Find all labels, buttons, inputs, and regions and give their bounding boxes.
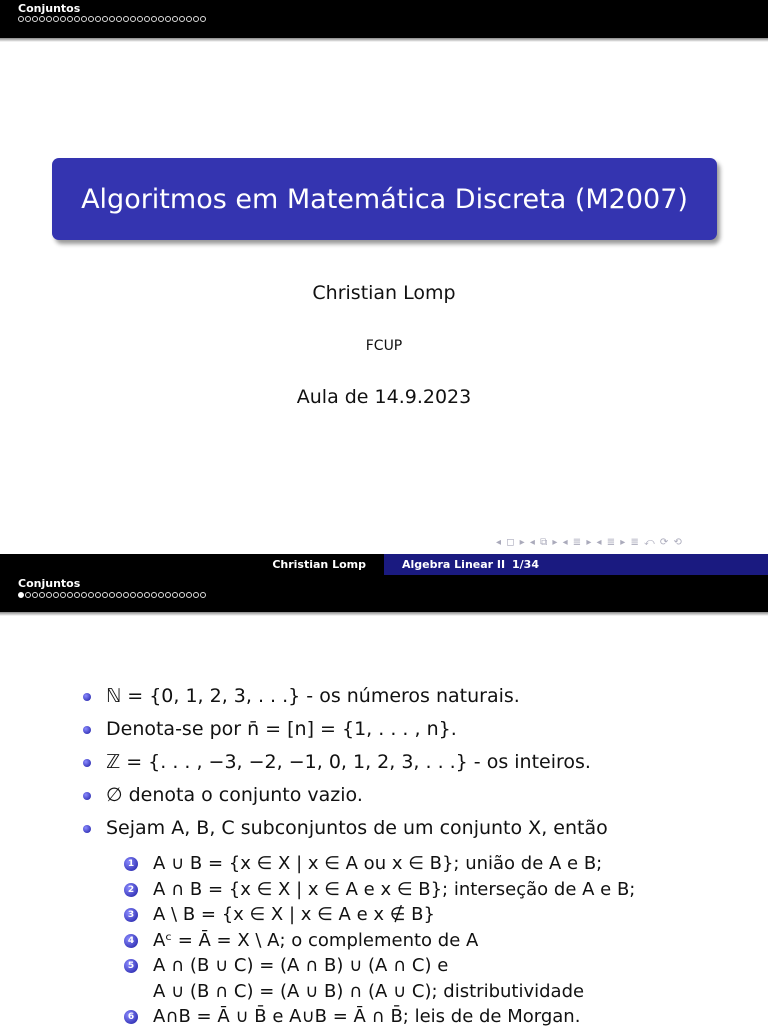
slide-dot[interactable] [116, 16, 122, 22]
slide-dot[interactable] [123, 16, 129, 22]
bullet-list [83, 684, 608, 849]
slide-dot[interactable] [123, 592, 129, 598]
slide-dot[interactable] [88, 592, 94, 598]
slide-dot[interactable] [95, 16, 101, 22]
item-text: A \ B = {x ∈ X | x ∈ A e x ∉ B} [153, 904, 435, 925]
numbered-item [124, 902, 635, 928]
item-text: A∩B = Ā ∪ B̄ e A∪B = Ā ∩ B̄; leis de de Morgan. [153, 1006, 580, 1027]
slide-dot[interactable] [67, 592, 73, 598]
slide-dot[interactable] [151, 592, 157, 598]
bullet-item: ℤ = {. . . , −3, −2, −1, 0, 1, 2, 3, . . .} - os inteiros. [83, 750, 608, 783]
slide-dot[interactable] [32, 592, 38, 598]
slide-dot[interactable] [158, 592, 164, 598]
slide-dot[interactable] [130, 16, 136, 22]
footer-author-box [0, 554, 384, 575]
slide-dot[interactable] [25, 16, 31, 22]
slide-dot[interactable] [81, 592, 87, 598]
slide-dots [18, 592, 206, 600]
slide-dot[interactable] [46, 16, 52, 22]
footer-course-box [384, 554, 768, 575]
header-shadow [0, 612, 768, 616]
slide-dot[interactable] [137, 592, 143, 598]
bullet-item: Sejam A, B, C subconjuntos de um conjunto X, então [83, 816, 608, 849]
slide-dot[interactable] [46, 592, 52, 598]
slide-dot[interactable] [193, 592, 199, 598]
numbered-item [124, 928, 635, 954]
bullet-item: Denota-se por n̄ = [n] = {1, . . . , n}. [83, 717, 608, 750]
slide-dot[interactable] [53, 16, 59, 22]
slide-dot[interactable] [60, 16, 66, 22]
slide-dot[interactable] [200, 16, 206, 22]
section-title[interactable]: Conjuntos [18, 3, 80, 15]
slide-dot[interactable] [158, 16, 164, 22]
slide-dot[interactable] [60, 592, 66, 598]
numbered-item [124, 1004, 635, 1029]
bullet-item: ℕ = {0, 1, 2, 3, . . .} - os números naturais. [83, 684, 608, 717]
slide-dot[interactable] [193, 16, 199, 22]
slide-dot[interactable] [18, 16, 24, 22]
numbered-item [124, 877, 635, 903]
slide-dot[interactable] [81, 16, 87, 22]
footer-course: Algebra Linear II [402, 558, 505, 571]
slide-dot[interactable] [144, 16, 150, 22]
slide-dot[interactable] [130, 592, 136, 598]
item-text: A ∪ B = {x ∈ X | x ∈ A ou x ∈ B}; união de A e B; [153, 853, 602, 874]
slide-dot[interactable] [179, 16, 185, 22]
section-title[interactable]: Conjuntos [18, 578, 80, 590]
author-name: Christian Lomp [0, 282, 768, 304]
slide-dot[interactable] [67, 16, 73, 22]
slide1-header-bar [0, 0, 768, 38]
lecture-date: Aula de 14.9.2023 [0, 386, 768, 408]
slide-dot[interactable] [172, 592, 178, 598]
beamer-navigation-icons[interactable]: ◂ ◻ ▸ ◂ ⧉ ▸ ◂ ≣ ▸ ◂ ≣ ▸ ≣ ⤺ ⟳ ⟲ [496, 537, 683, 548]
slide-dot[interactable] [179, 592, 185, 598]
slide-dot[interactable] [39, 592, 45, 598]
slide-dot[interactable] [39, 16, 45, 22]
slide-dot[interactable] [165, 592, 171, 598]
header-shadow [0, 38, 768, 42]
institute: FCUP [0, 338, 768, 354]
number-badge: 1 [124, 857, 138, 871]
slide-dot[interactable] [74, 16, 80, 22]
slide-dot[interactable] [186, 16, 192, 22]
numbered-item [124, 953, 635, 979]
footer-page-number: 1/34 [512, 558, 539, 571]
slide-dot[interactable] [74, 592, 80, 598]
slide-dot[interactable] [102, 16, 108, 22]
number-badge: 2 [124, 883, 138, 897]
title-box [52, 158, 717, 240]
slide-dot[interactable] [172, 16, 178, 22]
item-text: A ∩ B = {x ∈ X | x ∈ A e x ∈ B}; interseção de A e B; [153, 879, 635, 900]
slide-dot[interactable] [109, 592, 115, 598]
footer-author: Christian Lomp [272, 558, 366, 571]
slide-dot[interactable] [32, 16, 38, 22]
slide-dot[interactable] [53, 592, 59, 598]
number-badge: 4 [124, 934, 138, 948]
slide-dot[interactable] [88, 16, 94, 22]
footer-bar [0, 554, 768, 575]
slide-dots [18, 16, 206, 24]
number-badge: 3 [124, 908, 138, 922]
slide-dot[interactable] [95, 592, 101, 598]
number-badge: 6 [124, 1010, 138, 1024]
slide-dot[interactable] [18, 592, 24, 598]
slide2-header-bar [0, 575, 768, 612]
slide-dot[interactable] [116, 592, 122, 598]
item-continuation: A ∪ (B ∩ C) = (A ∪ B) ∩ (A ∪ C); distributividade [124, 979, 635, 1004]
bullet-item: ∅ denota o conjunto vazio. [83, 783, 608, 816]
numbered-item [124, 851, 635, 877]
slide-dot[interactable] [25, 592, 31, 598]
slide-dot[interactable] [137, 16, 143, 22]
slide-dot[interactable] [102, 592, 108, 598]
slide-dot[interactable] [151, 16, 157, 22]
item-text: Aᶜ = Ā = X \ A; o complemento de A [153, 930, 478, 951]
number-badge: 5 [124, 959, 138, 973]
slide-dot[interactable] [144, 592, 150, 598]
slide-dot[interactable] [165, 16, 171, 22]
presentation-title: Algoritmos em Matemática Discreta (M2007) [81, 184, 688, 215]
slide-dot[interactable] [186, 592, 192, 598]
slide-dot[interactable] [109, 16, 115, 22]
slide-dot[interactable] [200, 592, 206, 598]
item-text: A ∩ (B ∪ C) = (A ∩ B) ∪ (A ∩ C) e [153, 955, 448, 976]
numbered-list [124, 851, 635, 1029]
